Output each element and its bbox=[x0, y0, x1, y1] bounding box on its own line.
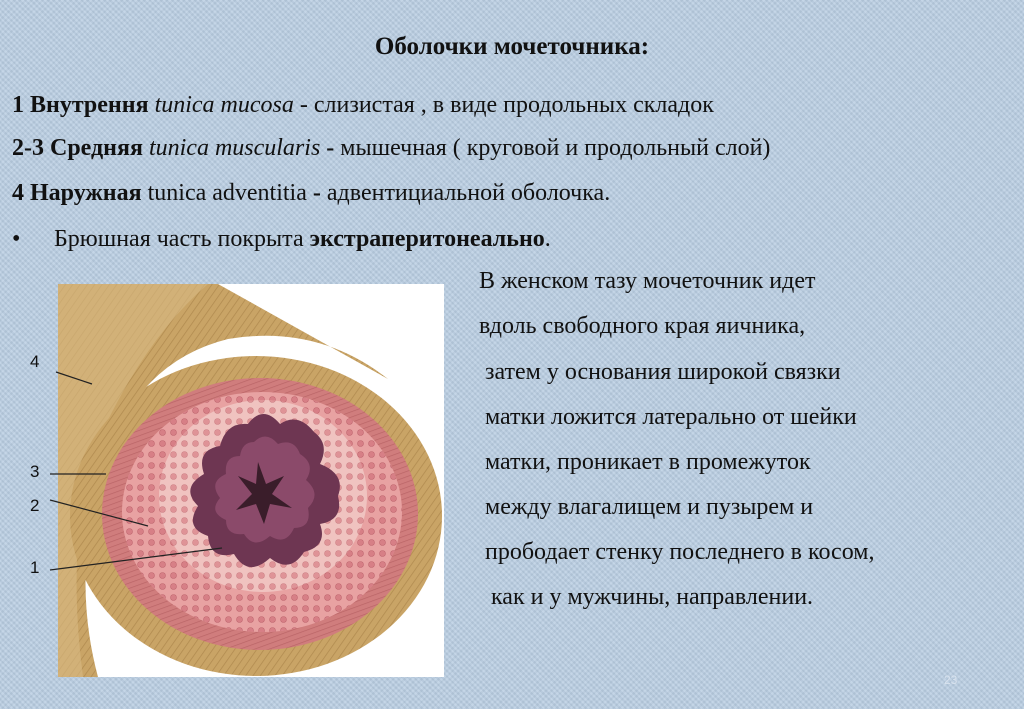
layer-latin: tunica adventitia bbox=[141, 180, 307, 206]
paragraph-line: как и у мужчины, направлении. bbox=[491, 584, 814, 610]
ureter-cross-section-figure bbox=[58, 284, 444, 677]
ureter-illustration bbox=[58, 284, 444, 677]
paragraph-line: матки, проникает в промежуток bbox=[485, 449, 811, 475]
figure-label-2: 2 bbox=[30, 496, 40, 515]
bullet-bold: экстраперитонеально bbox=[309, 226, 545, 252]
layer-label: 2-3 Средняя bbox=[12, 135, 143, 161]
layer-dash: - bbox=[306, 180, 321, 206]
bullet-line bbox=[12, 226, 551, 253]
layer-label: 4 Наружная bbox=[12, 180, 142, 206]
layer-label: 1 Внутрення bbox=[12, 92, 149, 118]
layer-line-mucosa bbox=[12, 92, 714, 119]
layer-latin: tunica mucosa bbox=[154, 92, 294, 118]
layer-description: адвентициальной оболочка. bbox=[320, 180, 611, 206]
layer-description: мышечная ( круговой и продольный слой) bbox=[334, 135, 771, 161]
layer-line-adventitia bbox=[12, 180, 610, 207]
slide-title: Оболочки мочеточника: bbox=[374, 33, 650, 60]
figure-label-3: 3 bbox=[30, 462, 40, 481]
paragraph-line: матки ложится латерально от шейки bbox=[485, 404, 857, 430]
bullet-symbol: • bbox=[12, 226, 21, 252]
layer-dash: - bbox=[320, 135, 335, 161]
figure-label-1: 1 bbox=[30, 558, 40, 577]
paragraph-line: между влагалищем и пузырем и bbox=[485, 494, 814, 520]
paragraph-line: вдоль свободного края яичника, bbox=[479, 313, 806, 339]
bullet-end: . bbox=[544, 226, 551, 252]
page-number: 23 bbox=[944, 673, 958, 687]
paragraph-line: затем у основания широкой связки bbox=[485, 359, 841, 385]
layer-line-muscularis bbox=[12, 135, 770, 162]
paragraph-line: В женском тазу мочеточник идет bbox=[479, 268, 816, 294]
bullet-text: Брюшная часть покрыта bbox=[54, 226, 310, 252]
figure-label-4: 4 bbox=[30, 352, 40, 371]
paragraph-line: прободает стенку последнего в косом, bbox=[485, 539, 875, 565]
layer-description: - слизистая , в виде продольных складок bbox=[293, 92, 714, 118]
layer-latin: tunica muscularis bbox=[148, 135, 321, 161]
